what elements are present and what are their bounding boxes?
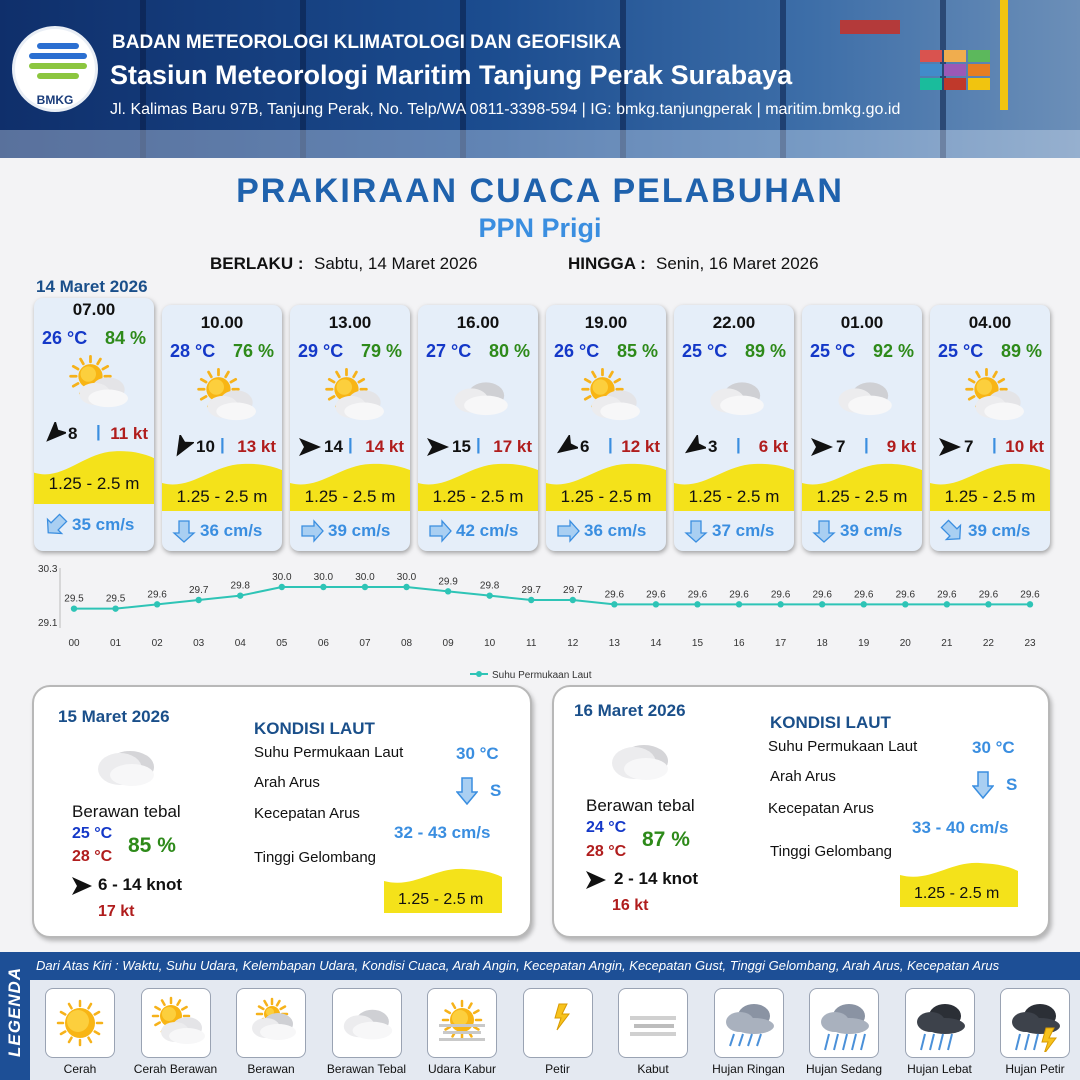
forecast-time: 04.00 bbox=[968, 313, 1012, 332]
x-tick-label: 01 bbox=[110, 638, 122, 649]
wind-direction-icon bbox=[938, 435, 962, 459]
kondisi-laut-title: KONDISI LAUT bbox=[770, 713, 891, 732]
data-label: 29.7 bbox=[563, 585, 583, 596]
forecast-card bbox=[546, 305, 666, 551]
sst-value: 30 °C bbox=[972, 738, 1015, 757]
wind-separator: | bbox=[476, 435, 481, 454]
legend-label: Cerah Berawan bbox=[133, 1062, 218, 1076]
legend-label: Hujan Sedang bbox=[805, 1062, 883, 1076]
forecast-gust: 14 kt bbox=[365, 437, 404, 456]
forecast-current: 39 cm/s bbox=[968, 521, 1031, 540]
cerah-berawan-icon bbox=[147, 994, 205, 1052]
current-direction-icon bbox=[172, 519, 196, 543]
cerah-berawan-icon bbox=[60, 352, 132, 416]
data-point bbox=[195, 597, 201, 603]
forecast-gust: 10 kt bbox=[1005, 437, 1044, 456]
sst-label: Suhu Permukaan Laut bbox=[768, 738, 918, 755]
cerah-berawan-icon bbox=[956, 365, 1028, 429]
forecast-wave: 1.25 - 2.5 m bbox=[944, 487, 1036, 506]
data-label: 30.0 bbox=[313, 572, 334, 583]
valid-to-label: HINGGA : bbox=[568, 254, 646, 273]
legend-label: Berawan Tebal bbox=[326, 1062, 407, 1076]
legend-item-udara-kabur bbox=[427, 988, 497, 1058]
berawan-tebal-icon bbox=[700, 365, 772, 429]
data-point bbox=[611, 601, 617, 607]
data-label: 30.0 bbox=[396, 572, 417, 583]
forecast-current: 39 cm/s bbox=[840, 521, 903, 540]
day-humidity: 85 % bbox=[128, 834, 176, 857]
y-tick-label: 30.3 bbox=[38, 564, 58, 575]
x-tick-label: 22 bbox=[982, 638, 994, 649]
kabut-icon bbox=[624, 994, 682, 1052]
data-point bbox=[902, 601, 908, 607]
day-condition: Berawan tebal bbox=[72, 802, 181, 821]
data-label: 29.8 bbox=[479, 580, 500, 592]
x-tick-label: 08 bbox=[400, 638, 413, 649]
forecast-gust: 11 kt bbox=[110, 424, 148, 443]
data-point bbox=[486, 592, 492, 598]
forecast-temp: 25 °C bbox=[938, 341, 984, 361]
legend-title: LEGENDA bbox=[5, 966, 24, 1057]
day-temp-max: 28 °C bbox=[72, 848, 113, 865]
forecast-temp: 26 °C bbox=[42, 328, 88, 348]
sst-chart bbox=[30, 562, 1070, 682]
legend bbox=[0, 952, 1080, 1080]
valid-from-value: Sabtu, 14 Maret 2026 bbox=[314, 254, 478, 273]
data-point bbox=[237, 592, 243, 598]
forecast-wave: 1.25 - 2.5 m bbox=[688, 487, 780, 506]
forecast-card bbox=[34, 298, 154, 551]
wind-direction-icon bbox=[42, 422, 66, 446]
forecast-temp: 29 °C bbox=[298, 341, 344, 361]
day-wind: 2 - 14 knot bbox=[614, 869, 699, 888]
forecast-time: 01.00 bbox=[840, 313, 884, 332]
data-point bbox=[279, 584, 285, 590]
forecast-time: 19.00 bbox=[584, 313, 628, 332]
sst-value: 30 °C bbox=[456, 744, 499, 763]
forecast-current: 35 cm/s bbox=[72, 515, 135, 534]
forecast-gust: 17 kt bbox=[493, 437, 532, 456]
y-tick-label: 29.1 bbox=[38, 618, 58, 629]
day-condition: Berawan tebal bbox=[586, 796, 695, 815]
forecast-current: 37 cm/s bbox=[712, 521, 775, 540]
legend-label: Hujan Lebat bbox=[907, 1062, 972, 1076]
current-speed-value: 33 - 40 cm/s bbox=[912, 818, 1009, 837]
berawan-tebal-icon bbox=[604, 733, 676, 783]
x-tick-label: 20 bbox=[899, 638, 911, 649]
data-label: 29.6 bbox=[937, 589, 957, 601]
current-direction-icon bbox=[684, 519, 708, 543]
current-direction-icon bbox=[300, 519, 324, 543]
forecast-humidity: 85 % bbox=[616, 341, 658, 361]
forecast-card bbox=[162, 305, 282, 551]
x-tick-label: 06 bbox=[317, 638, 329, 649]
data-label: 29.6 bbox=[854, 589, 874, 601]
hujan-ringan-icon bbox=[720, 994, 778, 1052]
wave-value: 1.25 - 2.5 m bbox=[398, 891, 484, 908]
forecast-gust: 6 kt bbox=[758, 437, 788, 456]
legend-label: Suhu Permukaan Laut bbox=[492, 670, 592, 681]
data-label: 29.6 bbox=[895, 589, 916, 601]
data-label: 29.6 bbox=[646, 589, 666, 601]
legend-label: Cerah bbox=[63, 1062, 97, 1076]
x-tick-label: 00 bbox=[68, 638, 80, 649]
data-label: 30.0 bbox=[355, 572, 375, 583]
forecast-humidity: 79 % bbox=[360, 341, 402, 361]
day-panel-15 bbox=[32, 685, 532, 938]
x-tick-label: 05 bbox=[276, 638, 288, 649]
wind-separator: | bbox=[220, 435, 225, 454]
x-tick-label: 03 bbox=[193, 638, 205, 649]
data-point bbox=[403, 584, 409, 590]
legend-description-bar bbox=[30, 952, 1080, 980]
data-label: 29.9 bbox=[438, 576, 458, 588]
current-speed-label: Kecepatan Arus bbox=[254, 805, 360, 822]
x-tick-label: 15 bbox=[691, 638, 704, 649]
wave-value: 1.25 - 2.5 m bbox=[914, 885, 1000, 902]
forecast-time: 10.00 bbox=[200, 313, 244, 332]
forecast-wind: 10 bbox=[196, 437, 215, 456]
legend-item-petir bbox=[523, 988, 593, 1058]
forecast-time: 22.00 bbox=[712, 313, 756, 332]
forecast-temp: 27 °C bbox=[426, 341, 472, 361]
x-tick-label: 11 bbox=[526, 638, 537, 649]
data-point bbox=[362, 584, 368, 590]
data-label: 30.0 bbox=[272, 572, 292, 583]
logo-text: BMKG bbox=[36, 93, 74, 107]
cerah-icon bbox=[51, 994, 109, 1052]
data-point bbox=[570, 597, 576, 603]
current-dir-value: S bbox=[490, 781, 502, 800]
data-point bbox=[1027, 601, 1033, 607]
wind-separator: | bbox=[736, 435, 741, 454]
forecast-wave: 1.25 - 2.5 m bbox=[432, 487, 524, 506]
forecast-wind: 14 bbox=[324, 437, 343, 456]
forecast-gust: 9 kt bbox=[886, 437, 916, 456]
forecast-current: 39 cm/s bbox=[328, 521, 391, 540]
data-point bbox=[653, 601, 659, 607]
day-temp-min: 24 °C bbox=[586, 819, 627, 836]
forecast-current: 36 cm/s bbox=[200, 521, 263, 540]
day-temp-max: 28 °C bbox=[586, 843, 627, 860]
legend-item-hujan-lebat bbox=[905, 988, 975, 1058]
x-tick-label: 18 bbox=[816, 638, 828, 649]
forecast-gust: 12 kt bbox=[621, 437, 660, 456]
data-point bbox=[694, 601, 700, 607]
x-tick-label: 13 bbox=[608, 638, 620, 649]
current-direction-icon bbox=[556, 519, 580, 543]
data-point bbox=[819, 601, 825, 607]
data-point bbox=[985, 601, 991, 607]
data-point bbox=[445, 588, 451, 594]
forecast-wave: 1.25 - 2.5 m bbox=[48, 474, 140, 493]
wind-separator: | bbox=[608, 435, 613, 454]
data-point bbox=[154, 601, 160, 607]
berawan-tebal-icon bbox=[828, 365, 900, 429]
kondisi-laut-title: KONDISI LAUT bbox=[254, 719, 375, 738]
x-tick-label: 17 bbox=[775, 638, 787, 649]
legend-item-cerah bbox=[45, 988, 115, 1058]
forecast-current: 36 cm/s bbox=[584, 521, 647, 540]
wind-arrow-icon bbox=[586, 871, 606, 889]
current-dir-value: S bbox=[1006, 775, 1018, 794]
day-date: 16 Maret 2026 bbox=[574, 701, 686, 720]
berawan-tebal-icon bbox=[90, 739, 162, 789]
cerah-berawan-icon bbox=[572, 365, 644, 429]
legend-label: Petir bbox=[545, 1062, 570, 1076]
legend-item-hujan-petir bbox=[1000, 988, 1070, 1058]
wind-direction-icon bbox=[170, 435, 194, 459]
data-label: 29.6 bbox=[729, 589, 749, 601]
forecast-time: 13.00 bbox=[328, 313, 372, 332]
forecast-temp: 28 °C bbox=[170, 341, 216, 361]
legend-item-hujan-ringan bbox=[714, 988, 784, 1058]
day-gust: 16 kt bbox=[612, 897, 649, 914]
hujan-sedang-icon bbox=[815, 994, 873, 1052]
day-panel-16 bbox=[552, 685, 1050, 938]
forecast-humidity: 92 % bbox=[872, 341, 914, 361]
legend-item-cerah-berawan bbox=[141, 988, 211, 1058]
current-down-arrow-icon bbox=[456, 777, 478, 805]
forecast-wind: 7 bbox=[964, 437, 974, 456]
forecast-card bbox=[674, 305, 794, 551]
location-title: PPN Prigi bbox=[478, 213, 602, 243]
day-gust: 17 kt bbox=[98, 903, 135, 920]
forecast-wave: 1.25 - 2.5 m bbox=[560, 487, 652, 506]
hujan-lebat-icon bbox=[911, 994, 969, 1052]
station-name: Stasiun Meteorologi Maritim Tanjung Perak Surabaya bbox=[110, 60, 793, 90]
data-point bbox=[736, 601, 742, 607]
wind-separator: | bbox=[348, 435, 353, 454]
data-point bbox=[944, 601, 950, 607]
wind-direction-icon bbox=[810, 435, 834, 459]
legend-item-hujan-sedang bbox=[809, 988, 879, 1058]
legend-label: Udara Kabur bbox=[427, 1062, 497, 1076]
forecast-humidity: 84 % bbox=[104, 328, 146, 348]
bmkg-logo bbox=[12, 26, 98, 112]
forecast-wave: 1.25 - 2.5 m bbox=[304, 487, 396, 506]
petir-icon bbox=[529, 994, 587, 1052]
data-label: 29.5 bbox=[105, 593, 126, 605]
current-speed-value: 32 - 43 cm/s bbox=[394, 823, 491, 842]
data-label: 29.7 bbox=[521, 585, 541, 596]
data-point bbox=[861, 601, 867, 607]
current-speed-label: Kecepatan Arus bbox=[768, 800, 874, 817]
forecast-gust: 13 kt bbox=[237, 437, 276, 456]
data-label: 29.6 bbox=[812, 589, 832, 601]
x-tick-label: 16 bbox=[733, 638, 745, 649]
legend-item-berawan-tebal bbox=[332, 988, 402, 1058]
data-label: 29.6 bbox=[1020, 589, 1040, 601]
forecast-time: 16.00 bbox=[456, 313, 500, 332]
cerah-berawan-icon bbox=[188, 365, 260, 429]
data-point bbox=[71, 605, 77, 611]
forecast-wind: 6 bbox=[580, 437, 590, 456]
x-tick-label: 07 bbox=[359, 638, 371, 649]
wind-separator: | bbox=[864, 435, 869, 454]
forecast-wave: 1.25 - 2.5 m bbox=[816, 487, 908, 506]
forecast-temp: 25 °C bbox=[682, 341, 728, 361]
page-title: PRAKIRAAN CUACA PELABUHAN bbox=[236, 172, 844, 210]
day-wind: 6 - 14 knot bbox=[98, 875, 183, 894]
x-tick-label: 21 bbox=[941, 638, 953, 649]
data-label: 29.6 bbox=[604, 589, 625, 601]
forecast-wind: 3 bbox=[708, 437, 718, 456]
forecast-wind: 15 bbox=[452, 437, 471, 456]
forecast-card bbox=[930, 305, 1050, 551]
current-dir-label: Arah Arus bbox=[254, 774, 320, 791]
current-down-arrow-icon bbox=[972, 771, 994, 799]
current-direction-icon bbox=[940, 519, 964, 543]
data-point bbox=[777, 601, 783, 607]
forecast-wind: 8 bbox=[68, 424, 78, 443]
data-label: 29.6 bbox=[687, 589, 708, 601]
data-label: 29.6 bbox=[147, 589, 167, 601]
wind-direction-icon bbox=[554, 435, 578, 459]
forecast-temp: 25 °C bbox=[810, 341, 856, 361]
wind-direction-icon bbox=[682, 435, 706, 459]
current-direction-icon bbox=[44, 513, 68, 537]
legend-label: Hujan Ringan bbox=[712, 1062, 785, 1076]
x-tick-label: 10 bbox=[484, 638, 496, 649]
wind-arrow-icon bbox=[72, 877, 92, 895]
current-direction-icon bbox=[428, 519, 452, 543]
day-humidity: 87 % bbox=[642, 828, 690, 851]
data-label: 29.6 bbox=[770, 589, 791, 601]
hujan-petir-icon bbox=[1006, 994, 1064, 1052]
valid-from-label: BERLAKU : bbox=[210, 254, 304, 273]
forecast-temp: 26 °C bbox=[554, 341, 600, 361]
x-tick-label: 12 bbox=[567, 638, 579, 649]
day1-date: 14 Maret 2026 bbox=[36, 277, 148, 296]
forecast-card bbox=[418, 305, 538, 551]
x-tick-label: 23 bbox=[1024, 638, 1036, 649]
sst-label: Suhu Permukaan Laut bbox=[254, 744, 404, 761]
legend-marker bbox=[476, 671, 482, 677]
current-direction-icon bbox=[812, 519, 836, 543]
berawan-icon bbox=[242, 994, 300, 1052]
forecast-humidity: 89 % bbox=[744, 341, 786, 361]
data-label: 29.5 bbox=[64, 593, 84, 605]
header-banner bbox=[0, 0, 1080, 158]
udara-kabur-icon bbox=[433, 994, 491, 1052]
data-point bbox=[112, 605, 118, 611]
legend-side-bar bbox=[0, 952, 30, 1080]
data-label: 29.7 bbox=[188, 585, 209, 596]
legend-item-kabut bbox=[618, 988, 688, 1058]
legend-description: Dari Atas Kiri : Waktu, Suhu Udara, Kelembapan Udara, Kondisi Cuaca, Arah Angin, Kecepatan Angin, Kecepatan Gust, Tinggi Gelombang, Arah Arus, Kecepatan Arus bbox=[36, 958, 1000, 973]
x-tick-label: 19 bbox=[858, 638, 870, 649]
x-tick-label: 02 bbox=[151, 638, 163, 649]
forecast-humidity: 80 % bbox=[488, 341, 530, 361]
forecast-wave: 1.25 - 2.5 m bbox=[176, 487, 268, 506]
legend-label: Kabut bbox=[637, 1062, 669, 1076]
forecast-humidity: 76 % bbox=[232, 341, 274, 361]
day-date: 15 Maret 2026 bbox=[58, 707, 170, 726]
forecast-humidity: 89 % bbox=[1000, 341, 1042, 361]
agency-name: BADAN METEOROLOGI KLIMATOLOGI DAN GEOFISIKA bbox=[112, 32, 622, 53]
legend-label: Hujan Petir bbox=[1005, 1062, 1065, 1076]
valid-to-value: Senin, 16 Maret 2026 bbox=[656, 254, 819, 273]
wind-direction-icon bbox=[426, 435, 450, 459]
series-line bbox=[74, 587, 1030, 609]
day-temp-min: 25 °C bbox=[72, 825, 113, 842]
forecast-card bbox=[290, 305, 410, 551]
contact-info: Jl. Kalimas Baru 97B, Tanjung Perak, No. Telp/WA 0811-3398-594 | IG: bmkg.tanjungperak | maritim.bmkg.go.id bbox=[110, 101, 901, 118]
wind-separator: | bbox=[96, 422, 101, 441]
wave-label: Tinggi Gelombang bbox=[770, 843, 893, 860]
forecast-wind: 7 bbox=[836, 437, 846, 456]
forecast-time: 07.00 bbox=[72, 300, 116, 319]
data-label: 29.6 bbox=[978, 589, 999, 601]
cerah-berawan-icon bbox=[316, 365, 388, 429]
x-tick-label: 14 bbox=[650, 638, 662, 649]
data-point bbox=[528, 597, 534, 603]
forecast-current: 42 cm/s bbox=[456, 521, 519, 540]
current-dir-label: Arah Arus bbox=[770, 768, 836, 785]
wind-separator: | bbox=[992, 435, 997, 454]
forecast-card bbox=[802, 305, 922, 551]
x-tick-label: 04 bbox=[234, 638, 246, 649]
berawan-tebal-icon bbox=[444, 365, 516, 429]
legend-label: Berawan bbox=[247, 1062, 295, 1076]
data-label: 29.8 bbox=[230, 580, 250, 592]
wind-direction-icon bbox=[298, 435, 322, 459]
berawan-tebal-icon bbox=[338, 994, 396, 1052]
wave-label: Tinggi Gelombang bbox=[254, 849, 377, 866]
x-tick-label: 09 bbox=[442, 638, 454, 649]
legend-item-berawan bbox=[236, 988, 306, 1058]
data-point bbox=[320, 584, 326, 590]
